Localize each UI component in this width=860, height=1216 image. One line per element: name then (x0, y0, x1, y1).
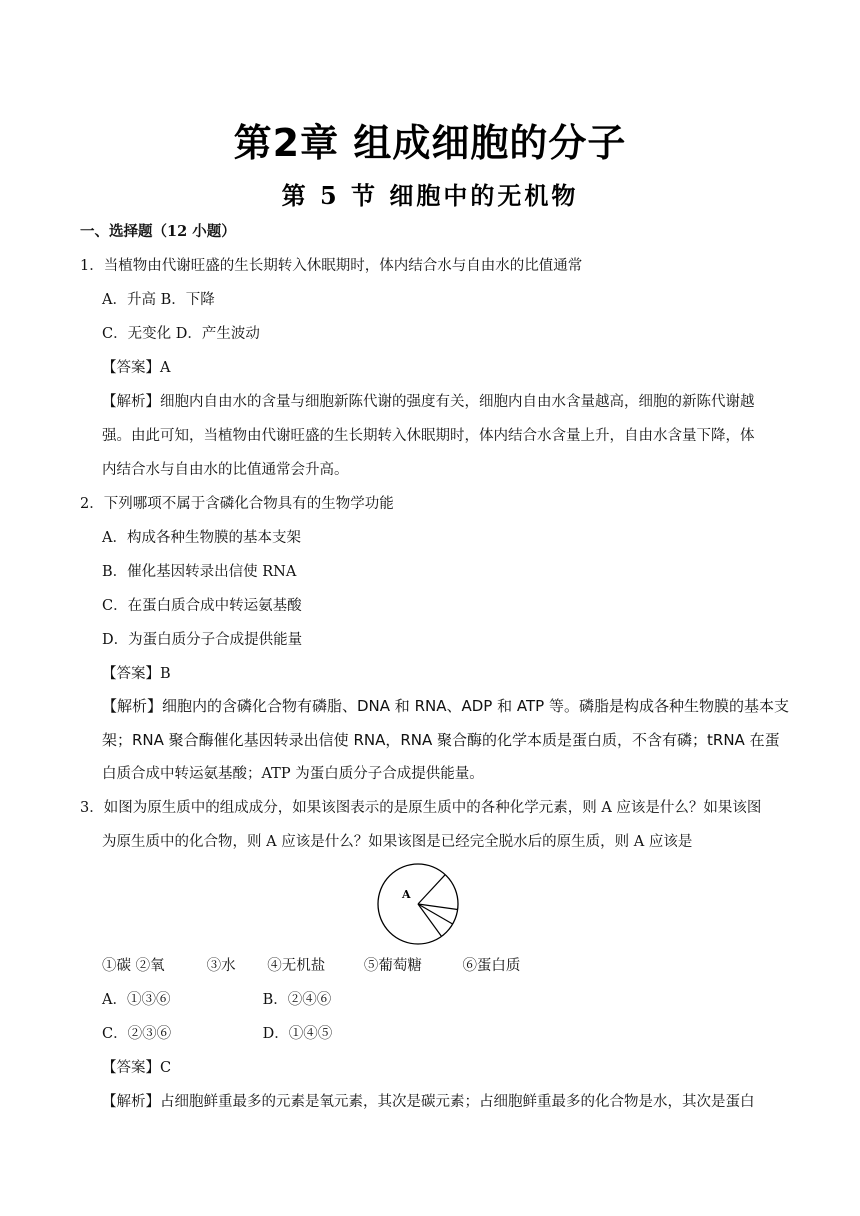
q2-answer: 【答案】B (102, 666, 171, 682)
q1-analysis-line: 【解析】细胞内自由水的含量与细胞新陈代谢的强度有关，细胞内自由水含量越高，细胞的新陈代谢越 (102, 394, 755, 410)
q3-item: ③水 (206, 958, 236, 974)
q1-answer: 【答案】A (102, 360, 171, 376)
q2-option-b: B．催化基因转录出信使 RNA (102, 564, 297, 580)
q3-answer: 【答案】C (102, 1060, 172, 1076)
section-title: 第 5 节 细胞中的无机物 (281, 181, 579, 210)
q1-options-row2: C．无变化 D．产生波动 (102, 326, 260, 342)
q3-analysis-line: 【解析】占细胞鲜重最多的元素是氧元素，其次是碳元素；占细胞鲜重最多的化合物是水，其次是蛋白 (102, 1094, 755, 1110)
pie-figure (376, 862, 460, 946)
q3-options-row1 (102, 990, 331, 1010)
q3-option-b: B．②④⑥ (262, 992, 332, 1008)
q3-option-a: A．①③⑥ (102, 992, 171, 1008)
q3-items-row (102, 956, 520, 976)
q3-stem-line: 为原生质中的化合物，则 A 应该是什么？如果该图是已经完全脱水后的原生质，则 A 应该是 (102, 834, 693, 850)
q2-analysis-line: 白质合成中转运氨基酸；ATP 为蛋白质分子合成提供能量。 (102, 766, 484, 782)
q3-option-c: C．②③⑥ (102, 1026, 172, 1042)
q1-analysis-line: 内结合水与自由水的比值通常会升高。 (102, 462, 349, 478)
q1-analysis-line: 强。由此可知，当植物由代谢旺盛的生长期转入休眠期时，体内结合水含量上升，自由水含量下降，体 (102, 428, 755, 444)
q1-stem: 1．当植物由代谢旺盛的生长期转入休眠期时，体内结合水与自由水的比值通常 (80, 258, 583, 274)
q3-options-row2 (102, 1024, 332, 1044)
q3-item: ④无机盐 (267, 958, 326, 974)
q3-stem-line: 3．如图为原生质中的组成成分，如果该图表示的是原生质中的各种化学元素，则 A 应该是什么？如果该图 (80, 800, 762, 816)
q2-option-c: C．在蛋白质合成中转运氨基酸 (102, 598, 302, 614)
q3-item: ①碳 ②氧 (102, 958, 165, 974)
section-heading: 一、选择题（12 小题） (80, 223, 236, 240)
q2-stem: 2．下列哪项不属于含磷化合物具有的生物学功能 (80, 496, 394, 512)
q1-options-row1: A．升高 B．下降 (102, 292, 215, 308)
q3-item: ⑤葡萄糖 (363, 958, 422, 974)
q2-analysis-line: 架；RNA 聚合酶催化基因转录出信使 RNA，RNA 聚合酶的化学本质是蛋白质，不含有磷；tRNA 在蛋 (102, 731, 780, 749)
q3-option-d: D．①④⑤ (262, 1026, 333, 1042)
q3-item: ⑥蛋白质 (462, 958, 521, 974)
q2-analysis-line: 【解析】细胞内的含磷化合物有磷脂、DNA 和 RNA、ADP 和 ATP 等。磷脂是构成各种生物膜的基本支 (102, 697, 789, 715)
pie-chart-svg (376, 862, 460, 946)
chapter-title: 第2章 组成细胞的分子 (233, 121, 627, 165)
pie-label-a: A (402, 888, 411, 901)
q2-option-d: D．为蛋白质分子合成提供能量 (102, 632, 303, 648)
q2-option-a: A．构成各种生物膜的基本支架 (102, 530, 301, 546)
